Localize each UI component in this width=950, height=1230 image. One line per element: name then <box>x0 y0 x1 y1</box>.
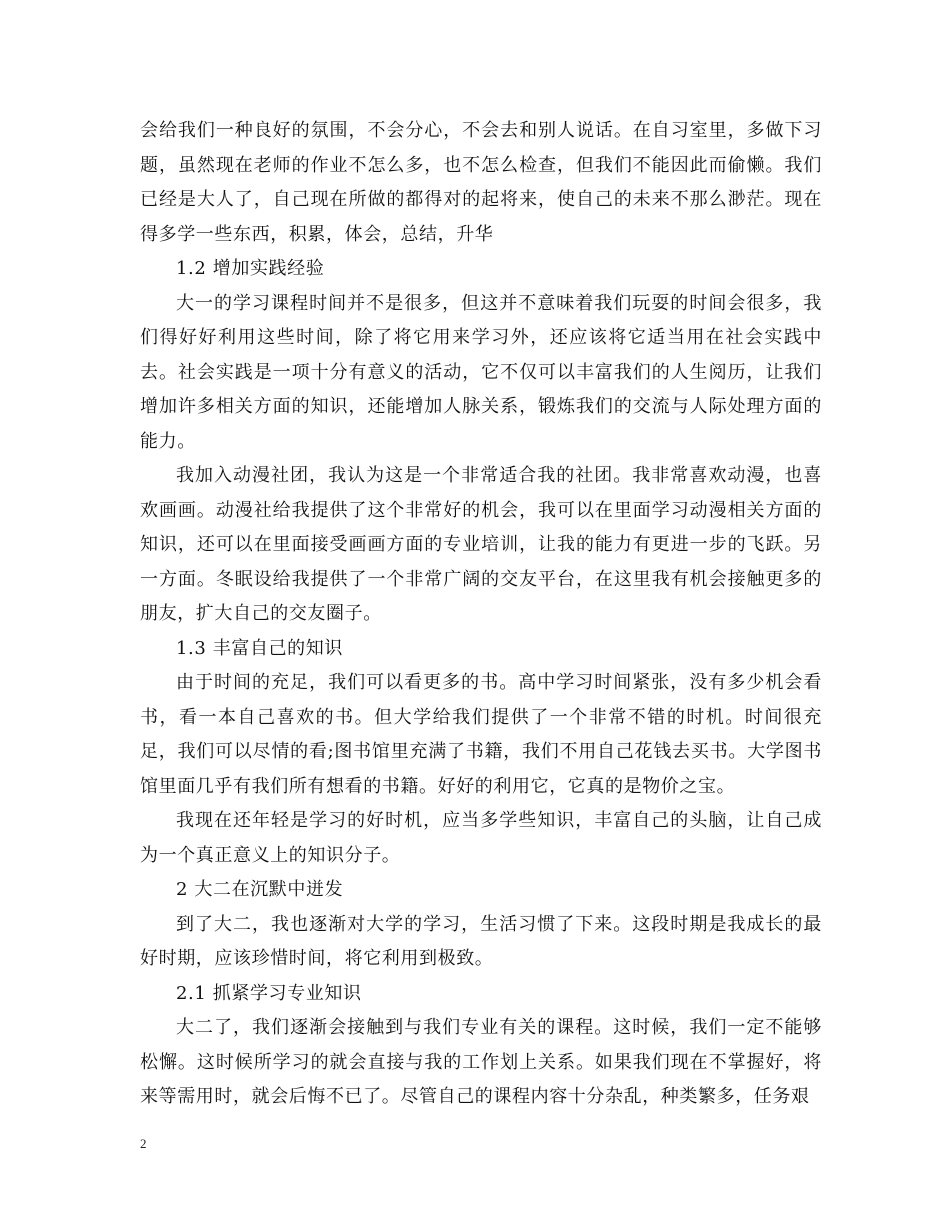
document-body <box>140 114 822 1115</box>
section-heading-2: 2 大二在沉默中迸发 <box>176 879 344 900</box>
section-heading-2-1: 2.1 抓紧学习专业知识 <box>176 982 362 1004</box>
paragraph: 大二了，我们逐渐会接触到与我们专业有关的课程。这时候，我们一定不能够松懈。这时候所学习的就会直接与我的工作划上关系。如果我们现在不掌握好，将来等需用时，就会后悔不已了。尽管自己的课程内容十分杂乱，种类繁多，任务艰 <box>140 1017 822 1107</box>
page-number: 2 <box>140 1136 147 1151</box>
paragraph-continued: 会给我们一种良好的氛围，不会分心，不会去和别人说话。在自习室里，多做下习题，虽然现在老师的作业不怎么多，也不怎么检查，但我们不能因此而偷懒。我们已经是大人了，自己现在所做的都得对的起将来，使自己的未来不那么渺茫。现在得多学一些东西，积累，体会，总结，升华 <box>140 120 822 245</box>
paragraph: 由于时间的充足，我们可以看更多的书。高中学习时间紧张，没有多少机会看书，看一本自己喜欢的书。但大学给我们提供了一个非常不错的时机。时间很充足，我们可以尽情的看;图书馆里充满了书籍，我们不用自己花钱去买书。大学图书馆里面几乎有我们所有想看的书籍。好好的利用它，它真的是物价之宝。 <box>140 672 822 797</box>
paragraph: 到了大二，我也逐渐对大学的学习，生活习惯了下来。这段时期是我成长的最好时期，应该珍惜时间，将它利用到极致。 <box>140 913 822 969</box>
section-heading-1-3: 1.3 丰富自己的知识 <box>176 637 343 659</box>
paragraph: 大一的学习课程时间并不是很多，但这并不意味着我们玩耍的时间会很多，我们得好好利用这些时间，除了将它用来学习外，还应该将它适当用在社会实践中去。社会实践是一项十分有意义的活动，它不仅可以丰富我们的人生阅历，让我们增加许多相关方面的知识，还能增加人脉关系，锻炼我们的交流与人际处理方面的能力。 <box>140 292 822 452</box>
paragraph: 我现在还年轻是学习的好时机，应当多学些知识，丰富自己的头脑，让自己成为一个真正意义上的知识分子。 <box>140 810 822 866</box>
section-heading-1-2: 1.2 增加实践经验 <box>176 258 325 279</box>
paragraph: 我加入动漫社团，我认为这是一个非常适合我的社团。我非常喜欢动漫，也喜欢画画。动漫社给我提供了这个非常好的机会，我可以在里面学习动漫相关方面的知识，还可以在里面接受画画方面的专业培训，让我的能力有更进一步的飞跃。另一方面。冬眠设给我提供了一个非常广阔的交友平台，在这里我有机会接触更多的朋友，扩大自己的交友圈子。 <box>140 465 822 624</box>
